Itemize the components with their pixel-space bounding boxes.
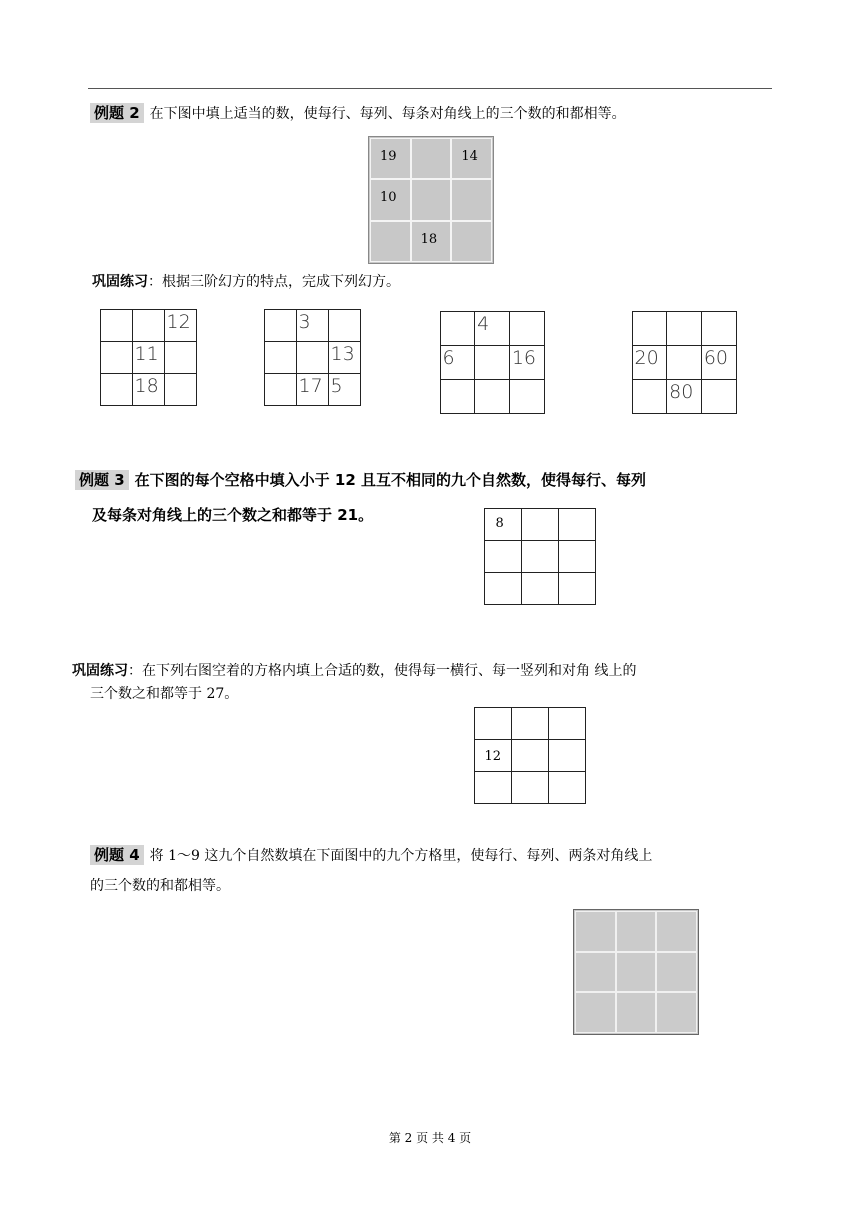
grid-cell [666,345,702,380]
practice-1-label: 巩固练习 [92,274,148,290]
grid-cell [264,309,297,342]
grid-cell [575,911,616,952]
grid-cell [548,739,586,772]
grid-cell [411,138,452,179]
grid-cell [511,707,549,740]
grid-cell [164,341,197,374]
grid-cell [558,508,596,541]
practice-1-grid-1 [100,309,196,405]
grid-cell: 18 [411,221,452,262]
grid-cell [264,341,297,374]
practice-1-grid-4 [632,311,736,413]
grid-cell [575,952,616,993]
grid-cell [132,309,165,342]
grid-cell [264,373,297,406]
grid-cell [509,311,545,346]
practice-1-grid-2 [264,309,360,405]
grid-cell [701,379,737,414]
example-4-prompt-line-1: 例题 4 将 1～9 这九个自然数填在下面图中的九个方格里，使每行、每列、两条对角线上 [90,845,652,866]
practice-2-prompt-line-2: 三个数之和都等于 27。 [90,686,239,702]
grid-cell [100,341,133,374]
example-3-prompt-line-1: 例题 3 在下图的每个空格中填入小于 12 且互不相同的九个自然数，使得每行、每列 [75,470,646,490]
grid-cell [656,911,697,952]
grid-cell [656,992,697,1033]
grid-cell: 11 [132,341,165,374]
grid-cell: 14 [451,138,492,179]
grid-cell: 13 [328,341,361,374]
grid-cell [100,309,133,342]
practice-2-prompt-line-1: 巩固练习：在下列右图空着的方格内填上合适的数，使得每一横行、每一竖列和对角 线上的 [72,663,637,679]
grid-cell [474,707,512,740]
grid-cell [616,911,657,952]
grid-cell [511,771,549,804]
grid-cell [548,771,586,804]
grid-cell: 5 [328,373,361,406]
grid-cell [548,707,586,740]
grid-cell: 10 [370,179,411,220]
grid-cell: 3 [296,309,329,342]
grid-cell: 8 [484,508,522,541]
grid-cell [296,341,329,374]
grid-cell: 12 [474,739,512,772]
practice-1-prompt: 巩固练习：根据三阶幻方的特点，完成下列幻方。 [92,274,400,290]
grid-cell: 20 [632,345,668,380]
grid-cell [451,221,492,262]
grid-cell [701,311,737,346]
grid-cell: 17 [296,373,329,406]
practice-2-label: 巩固练习 [72,663,128,679]
grid-cell [451,179,492,220]
grid-cell: 6 [440,345,476,380]
grid-cell [328,309,361,342]
grid-cell: 80 [666,379,702,414]
grid-cell [474,345,510,380]
grid-cell [666,311,702,346]
example-3-grid [484,508,596,605]
example-2-prompt: 例题 2 在下图中填上适当的数，使每行、每列、每条对角线上的三个数的和都相等。 [90,103,626,124]
example-2-tag: 例题 2 [90,103,144,123]
example-2-grid [368,136,494,264]
grid-cell [509,379,545,414]
grid-cell [474,771,512,804]
grid-cell: 60 [701,345,737,380]
grid-cell [575,992,616,1033]
header-rule [88,88,772,89]
grid-cell [511,739,549,772]
grid-cell: 4 [474,311,510,346]
grid-cell: 12 [164,309,197,342]
grid-cell: 19 [370,138,411,179]
practice-2-grid [474,707,586,804]
grid-cell [616,952,657,993]
page-footer: 第 2 页 共 4 页 [388,1131,472,1145]
grid-cell [411,179,452,220]
grid-cell [100,373,133,406]
grid-cell [521,572,559,605]
grid-cell: 18 [132,373,165,406]
grid-cell [164,373,197,406]
grid-cell [521,540,559,573]
practice-1-grid-3 [440,311,544,413]
grid-cell [632,379,668,414]
grid-cell [440,311,476,346]
grid-cell [484,572,522,605]
example-4-grid [573,909,699,1035]
grid-cell [474,379,510,414]
grid-cell [558,572,596,605]
grid-cell [370,221,411,262]
grid-cell [632,311,668,346]
example-3-tag: 例题 3 [75,470,129,490]
grid-cell [484,540,522,573]
grid-cell [440,379,476,414]
grid-cell [656,952,697,993]
grid-cell [558,540,596,573]
example-4-tag: 例题 4 [90,845,144,865]
example-4-prompt-line-2: 的三个数的和都相等。 [90,878,230,894]
example-3-prompt-line-2: 及每条对角线上的三个数之和都等于 21。 [92,506,374,524]
grid-cell [616,992,657,1033]
grid-cell: 16 [509,345,545,380]
grid-cell [521,508,559,541]
